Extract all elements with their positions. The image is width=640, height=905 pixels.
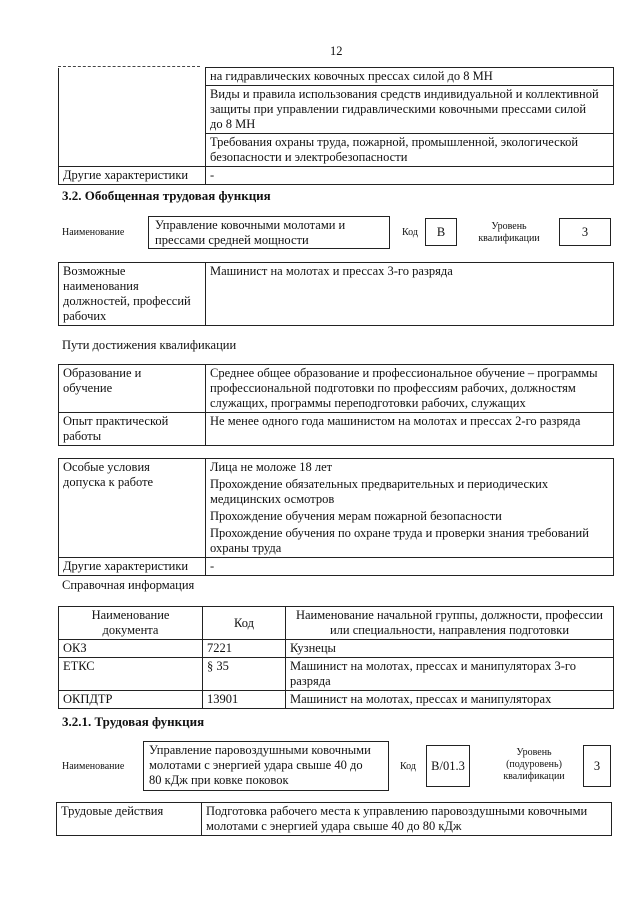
table-cell: § 35 bbox=[203, 658, 286, 691]
table-row bbox=[59, 691, 614, 709]
table-cell: ЕТКС bbox=[59, 658, 203, 691]
top-table bbox=[58, 67, 614, 185]
table-cell: 7221 bbox=[203, 640, 286, 658]
table-cell: Машинист на молотах, прессах и манипуляторах bbox=[286, 691, 614, 709]
table-header: Код bbox=[203, 607, 286, 640]
table-cell: Виды и правила использования средств индивидуальной и коллективной защиты при управлении гидравлическими ковочными прессами силой до 8 МН bbox=[206, 86, 614, 134]
other-characteristics-value: - bbox=[206, 558, 614, 576]
level-label: Уровень (подуровень) квалификации bbox=[503, 747, 565, 782]
positions-value: Машинист на молотах и прессах 3-го разряда bbox=[206, 263, 614, 326]
level-label: Уровень квалификации bbox=[478, 221, 540, 244]
empty-cell bbox=[59, 68, 206, 167]
other-characteristics-label: Другие характеристики bbox=[59, 558, 206, 576]
experience-value: Не менее одного года машинистом на молотах и прессах 2-го разряда bbox=[206, 413, 614, 446]
condition-item: Прохождение обучения по охране труда и проверки знания требований охраны труда bbox=[206, 525, 614, 558]
education-label: Образование и обучение bbox=[59, 365, 206, 413]
table-cell: Машинист на молотах, прессах и манипуляторах 3-го разряда bbox=[286, 658, 614, 691]
page-number: 12 bbox=[330, 44, 343, 58]
positions-table bbox=[58, 262, 614, 326]
table-row bbox=[59, 263, 614, 326]
condition-item: Прохождение обучения мерам пожарной безопасности bbox=[206, 508, 614, 525]
table-row bbox=[59, 365, 614, 413]
function-name-box: Управление ковочными молотами и прессами средней мощности bbox=[148, 216, 390, 249]
section-heading: 3.2.1. Трудовая функция bbox=[62, 714, 205, 729]
table-header: Наименование начальной группы, должности, профессии или специальности, направления подготовки bbox=[286, 607, 614, 640]
other-characteristics-value: - bbox=[206, 167, 614, 185]
table-row bbox=[59, 658, 614, 691]
name-label: Наименование bbox=[62, 227, 125, 238]
condition-item: Лица не моложе 18 лет bbox=[206, 459, 614, 477]
conditions-label: Особые условия допуска к работе bbox=[59, 459, 206, 558]
table-header: Наименование документа bbox=[59, 607, 203, 640]
name-label: Наименование bbox=[62, 761, 125, 772]
paths-heading: Пути достижения квалификации bbox=[62, 338, 237, 352]
level-box: 3 bbox=[559, 218, 611, 246]
table-row bbox=[59, 459, 614, 477]
table-row bbox=[59, 413, 614, 446]
table-cell: Требования охраны труда, пожарной, промышленной, экологической безопасности и электробезопасности bbox=[206, 134, 614, 167]
reference-table bbox=[58, 606, 614, 709]
other-characteristics-label: Другие характеристики bbox=[59, 167, 206, 185]
condition-item: Прохождение обязательных предварительных и периодических медицинских осмотров bbox=[206, 476, 614, 508]
code-box: В bbox=[425, 218, 457, 246]
education-table bbox=[58, 364, 614, 446]
actions-value: Подготовка рабочего места к управлению паровоздушными ковочными молотами с энергией удара свыше 40 до 80 кДж bbox=[202, 803, 612, 836]
table-row bbox=[57, 803, 612, 836]
table-cell: ОКПДТР bbox=[59, 691, 203, 709]
table-row bbox=[59, 640, 614, 658]
table-row bbox=[59, 607, 614, 640]
table-row bbox=[59, 68, 614, 86]
table-cell: ОКЗ bbox=[59, 640, 203, 658]
table-cell: Кузнецы bbox=[286, 640, 614, 658]
table-cell: 13901 bbox=[203, 691, 286, 709]
code-box: В/01.3 bbox=[426, 745, 470, 787]
table-row bbox=[59, 167, 614, 185]
conditions-table bbox=[58, 458, 614, 576]
code-label: Код bbox=[402, 227, 418, 238]
table-cell: на гидравлических ковочных прессах силой до 8 МН bbox=[206, 68, 614, 86]
code-label: Код bbox=[400, 761, 416, 772]
reference-heading: Справочная информация bbox=[62, 578, 195, 592]
table-row bbox=[59, 558, 614, 576]
education-value: Среднее общее образование и профессиональное обучение – программы профессиональной подготовки по профессиям рабочих, должностям служащих, программы переподготовки рабочих, служащих bbox=[206, 365, 614, 413]
actions-table bbox=[56, 802, 612, 836]
section-heading: 3.2. Обобщенная трудовая функция bbox=[62, 188, 271, 203]
level-box: 3 bbox=[583, 745, 611, 787]
function-name-box: Управление паровоздушными ковочными молотами с энергией удара свыше 40 до 80 кДж при ковке поковок bbox=[143, 741, 389, 791]
actions-label: Трудовые действия bbox=[57, 803, 202, 836]
positions-label: Возможные наименования должностей, профессий рабочих bbox=[59, 263, 206, 326]
experience-label: Опыт практической работы bbox=[59, 413, 206, 446]
